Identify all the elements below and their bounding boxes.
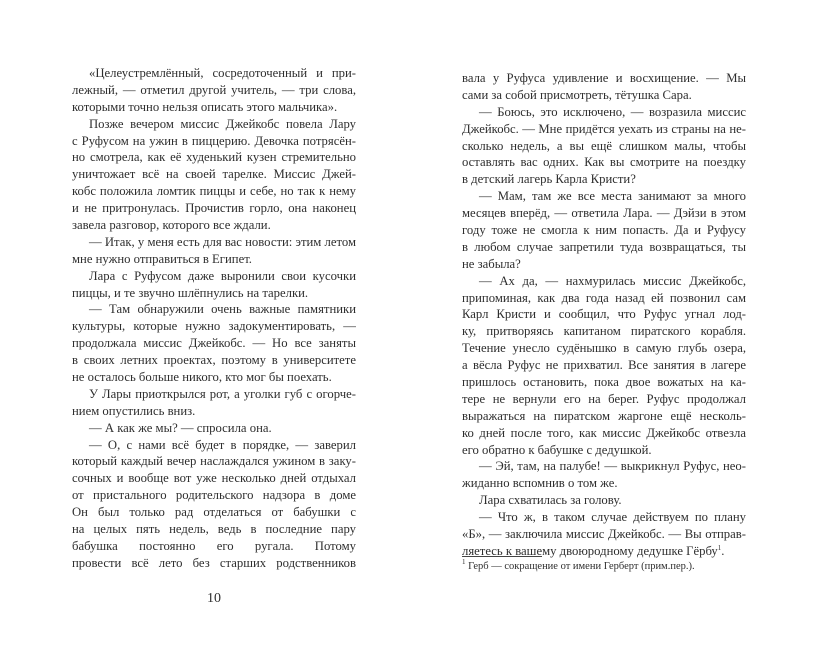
text-line: сами за собой присмотреть, тётушка Сара.: [462, 87, 692, 102]
text-line: лежный, — отметил другой учитель, — три слова,: [72, 82, 356, 97]
text-line: Позже вечером миссис Джейкобс повела Лару: [89, 116, 356, 131]
footnote: [462, 558, 695, 572]
text-line: завела разговор, которого все ждали.: [72, 218, 271, 233]
text-line: и не притронулась. Прочистив горло, она наконец: [72, 201, 356, 216]
footnote-mark: 1: [462, 558, 466, 566]
text-line: У Лары приоткрылся рот, а уголки губ с огорче-: [89, 386, 356, 401]
paragraph: [462, 104, 746, 188]
text-line: «Целеустремлённый, сосредоточенный и при-: [89, 66, 356, 80]
paragraph: [462, 492, 746, 509]
text-line: нием опустились вниз.: [72, 403, 196, 418]
paragraph: [72, 301, 356, 385]
text-line: который каждый вечер наслаждался ужином в заку-: [72, 454, 356, 469]
paragraph: [462, 188, 746, 272]
text-line: которыми точно нельзя описать этого мальчика».: [72, 99, 338, 114]
text-line: — Эй, там, на палубе! — выкрикнул Руфус, нео-: [479, 459, 746, 474]
text-line: бабушка постоянно его ругала. Потому: [72, 538, 356, 553]
text-line: с Руфусом на ужин в пиццерию. Девочка потрясён-: [72, 133, 356, 148]
text-line: мне нужно отправиться в Египет.: [72, 251, 252, 266]
footnote-reference[interactable]: 1: [717, 543, 722, 552]
text-line: его обратно к бабушке с дедушкой.: [462, 442, 652, 457]
paragraph: [72, 116, 356, 234]
text-line: провести всё лето без старших родственников: [72, 555, 356, 570]
text-line: — Там обнаружили очень важные памятники: [89, 302, 356, 317]
text-line: Течение унесло судёнышко в самую глубь озера,: [462, 341, 746, 356]
left-page-text: [72, 65, 356, 572]
text-line: Карл Кристи и сообщил, что Руфус угнал лод-: [462, 307, 746, 322]
text-line: пришлось остановить, пока двое вожатых на ка-: [462, 375, 746, 390]
text-line: месяцев вперёд, — ответила Лара. — Дэйзи в этом: [462, 206, 746, 221]
paragraph: [462, 458, 746, 492]
text-line: на целых пять недель, ведь в последние пару: [72, 522, 356, 537]
text-line: — Итак, у меня есть для вас новости: этим летом: [89, 234, 356, 249]
text-line: [462, 543, 746, 560]
page-number: 10: [207, 591, 221, 606]
paragraph: [72, 268, 356, 302]
text-line: продолжала миссис Джейкобс. — Но все заняты: [72, 336, 356, 351]
text-line: уничтожает всё на своей тарелке. Миссис Джей-: [72, 167, 356, 182]
text-line: от пристального родительского надзора в доме: [72, 488, 356, 503]
footnote-divider: [462, 556, 542, 557]
text-line: — А как же мы? — спросила она.: [89, 420, 272, 435]
text-line: Он был только рад отделаться от бабушки с: [72, 505, 356, 520]
text-line: пиццы, и те звучно шлёпнулись на тарелки.: [72, 285, 309, 300]
text-line: выражаться на пиратском жаргоне ещё несколь-: [462, 408, 746, 423]
paragraph: [72, 234, 356, 268]
text-line: Джейкобс. — Мне придётся уехать из страны на не-: [462, 121, 746, 136]
text-line: в своих летних проектах, поэтому в университете: [72, 353, 356, 368]
text-line: тере не вернули его на берег. Руфус продолжал: [462, 391, 746, 406]
text-line: в любом случае запретили туда возвращаться, ты: [462, 239, 746, 254]
paragraph: [72, 437, 356, 572]
text-line: году тоже не смогла к ним попасть. Да и Руфусу: [462, 223, 746, 238]
text-line: культуры, которые нужно задокументировать, —: [72, 319, 356, 334]
text-line: — Ах да, — нахмурилась миссис Джейкобс,: [479, 273, 746, 288]
text-line: — Что ж, в таком случае действуем по плану: [479, 510, 746, 525]
text-line: ко дней после того, как миссис Джейкобс отвезла: [462, 425, 746, 440]
text-line: сочных и вообще вот уже несколько дней отдыхал: [72, 471, 356, 486]
text-line: в детский лагерь Карла Кристи?: [462, 172, 636, 187]
text-line: оставлять вас одних. Как вы смотрите на поездку: [462, 155, 746, 170]
text-line: жиданно вспомнив о том же.: [462, 476, 618, 491]
paragraph: [462, 70, 746, 104]
text-line: «Б», — заключила миссис Джейкобс. — Вы отправ-: [462, 527, 746, 542]
line-tail: .: [721, 543, 725, 558]
footnote-text: Герб — сокращение от имени Герберт (прим.пер.).: [465, 561, 695, 572]
text-line: не осталось больше никого, кто мог бы поехать.: [72, 370, 332, 385]
text-line: сколько недель, а вы ещё слишком малы, чтобы: [462, 138, 746, 153]
text-line: но смотрела, как её худенький кузен стремительно: [72, 150, 356, 165]
right-page-text: [462, 70, 746, 560]
paragraph: [462, 273, 746, 459]
text-line: — О, с нами всё будет в порядке, — заверил: [89, 437, 356, 452]
paragraph: [72, 65, 356, 116]
text-line: припоминая, как два года назад ей позвонил сам: [462, 290, 746, 305]
text-line: — Мам, там же все места занимают за много: [479, 189, 746, 204]
text-line: Лара с Руфусом даже выронили свои кусочки: [89, 268, 356, 283]
text-line: кобс положила ломтик пиццы и себе, но так к нему: [72, 184, 356, 199]
paragraph: [72, 420, 356, 437]
text-line: — Боюсь, это исключено, — возразила миссис: [479, 104, 746, 119]
paragraph: [462, 509, 746, 560]
paragraph: [72, 386, 356, 420]
text-line: вала у Руфуса удивление и восхищение. — Мы: [462, 71, 746, 85]
text-line: не забыла?: [462, 256, 521, 271]
text-line: а вёсла Руфус не прихватил. Все занятия в лагере: [462, 358, 746, 373]
text-line: Лара схватилась за голову.: [479, 493, 622, 508]
text-line: ку, притворяясь капитаном пиратского корабля.: [462, 324, 746, 339]
line-text: ляетесь к вашему двоюродному дедушке Гёрбу: [462, 543, 718, 558]
